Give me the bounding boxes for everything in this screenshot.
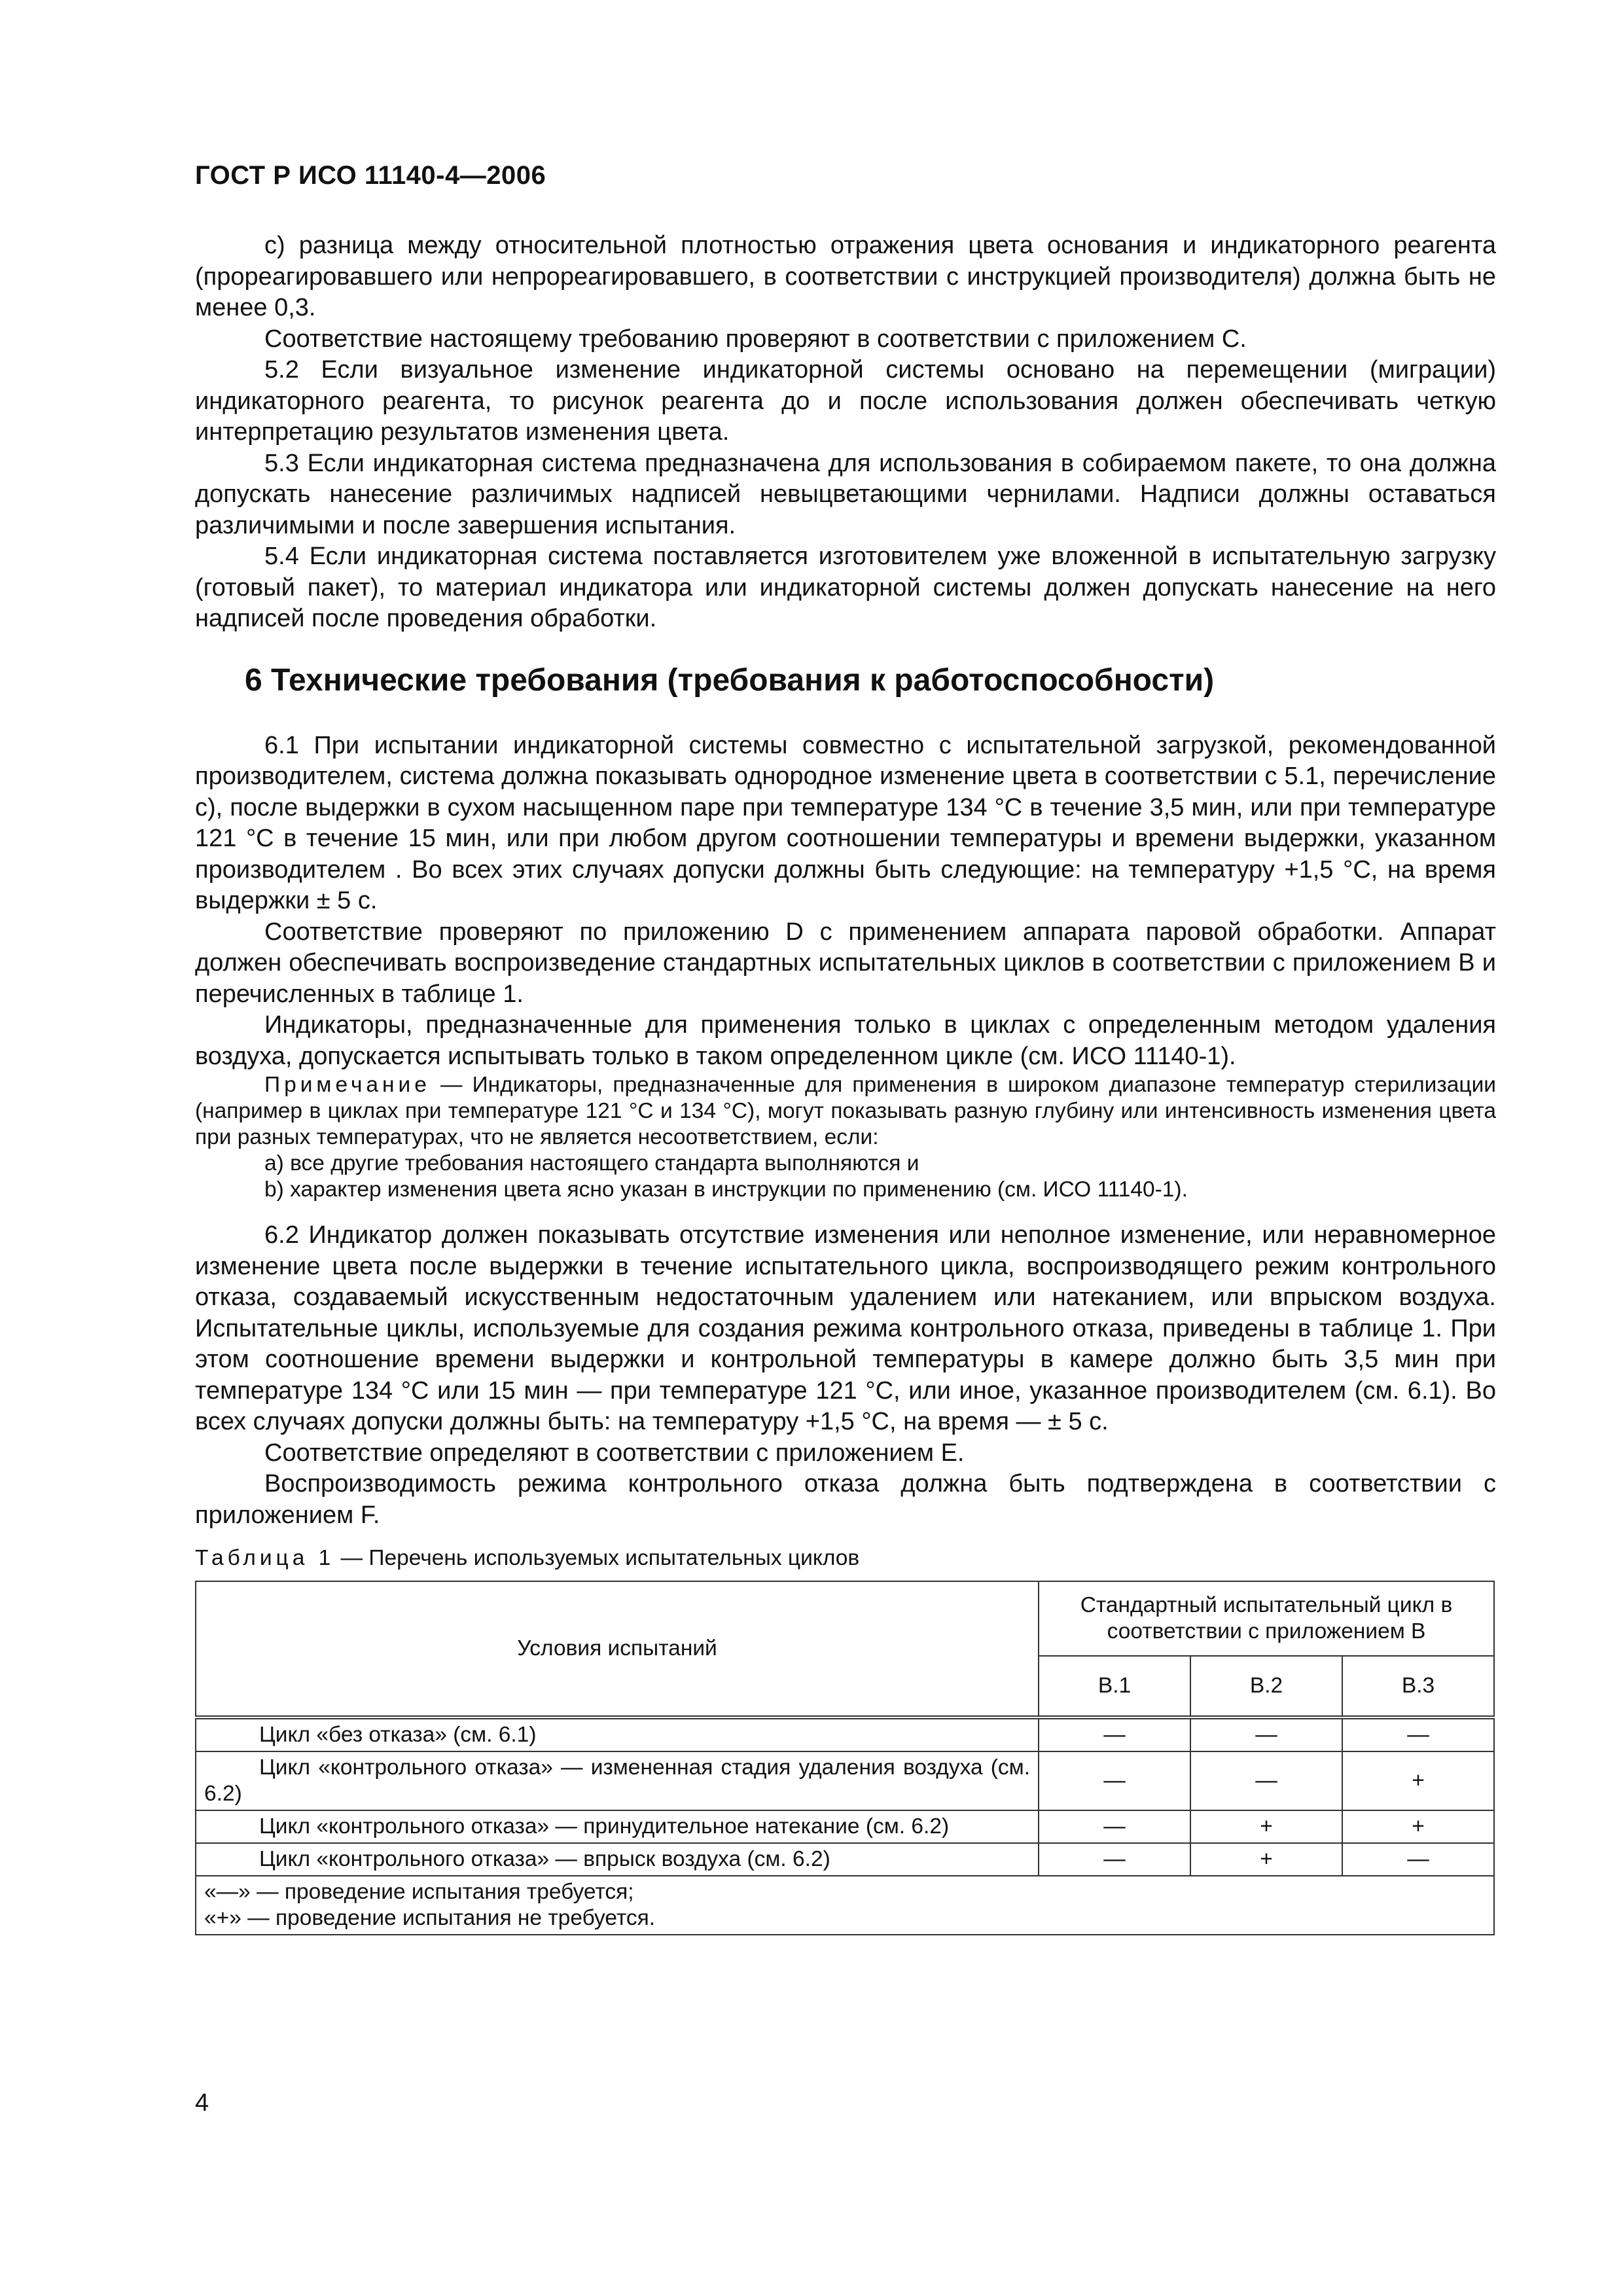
document-body — [195, 230, 1496, 1935]
paragraph-compliance-c: Соответствие настоящему требованию проверяют в соответствии с приложением С. — [264, 325, 1247, 353]
paragraph-6-2: 6.2 Индикатор должен показывать отсутствие изменения или неполное изменение, или неравномерное изменение цвета после выдержки в течение испытательного цикла, воспроизводящего режим контрольного отказа, создаваемый искусственным недостаточным удалением или натеканием, или впрыском воздуха. Испытательные циклы, используемые для создания режима контрольного отказа, приведены в таблице 1. При этом соотношение времени выдержки и контрольной температуры в камере должно быть 3,5 мин при температуре 134 °С или 15 мин — при температуре 121 °С, или иное, указанное производителем (см. 6.1). Во всех случаях допуски должны быть: на температуру +1,5 °С, на время — ± 5 с. — [195, 1221, 1496, 1435]
paragraph-indicators: Индикаторы, предназначенные для применения только в циклах с определенным методом удаления воздуха, допускается испытывать только в таком определенном цикле (см. ИСО 11140-1). — [195, 1011, 1496, 1070]
note-text: — Индикаторы, предназначенные для применения в широком диапазоне температур стерилизации (например в циклах при температуре 121 °С и 134 °С), могут показывать разную глубину или интенсивность изменения цвета при разных температурах, что не является несоответствием, если: — [195, 1073, 1496, 1149]
paragraph-5-3: 5.3 Если индикаторная система предназначена для использования в собираемом пакете, то она должна допускать нанесение различимых надписей невыцветающими чернилами. Надписи должны оставаться различимыми и после завершения испытания. — [195, 449, 1496, 539]
legend-line-plus: «+» — проведение испытания не требуется. — [204, 1906, 656, 1930]
paragraph-reproducibility: Воспроизводимость режима контрольного отказа должна быть подтверждена в соответствии с приложением F. — [195, 1470, 1496, 1529]
row-label: Цикл «контрольного отказа» — измененная стадия удаления воздуха (см. 6.2) — [196, 1751, 1039, 1810]
col-header-b2: В.2 — [1190, 1656, 1342, 1717]
cell-mark: — — [1039, 1751, 1190, 1810]
col-header-b3: В.3 — [1342, 1656, 1494, 1717]
cell-mark: + — [1342, 1751, 1494, 1810]
table-row — [196, 1843, 1494, 1876]
row-label: Цикл «без отказа» (см. 6.1) — [196, 1717, 1039, 1751]
cell-mark: + — [1190, 1843, 1342, 1876]
document-header: ГОСТ Р ИСО 11140-4—2006 — [195, 161, 546, 190]
cell-mark: — — [1190, 1717, 1342, 1751]
paragraph-5-4: 5.4 Если индикаторная система поставляется изготовителем уже вложенной в испытательную загрузку (готовый пакет), то материал индикатора или индикаторной системы должен допускать нанесение на него надписей после проведения обработки. — [195, 543, 1496, 632]
table-row — [196, 1751, 1494, 1810]
cell-mark: — — [1039, 1717, 1190, 1751]
row-label: Цикл «контрольного отказа» — впрыск воздуха (см. 6.2) — [196, 1843, 1039, 1876]
section-title-6: 6 Технические требования (требования к работоспособности) — [245, 662, 1215, 698]
table-row — [196, 1810, 1494, 1843]
table-legend-row — [196, 1876, 1494, 1935]
note-item-a: a) все другие требования настоящего стандарта выполняются и — [264, 1151, 919, 1175]
table-caption-text: — Перечень используемых испытательных циклов — [334, 1546, 860, 1570]
test-cycles-table — [195, 1581, 1495, 1935]
cell-mark: + — [1190, 1810, 1342, 1843]
col-header-conditions: Условия испытаний — [196, 1581, 1039, 1717]
table-caption-label: Таблица 1 — [195, 1546, 335, 1570]
col-header-b1: В.1 — [1039, 1656, 1190, 1717]
col-header-standard-cycle: Стандартный испытательный цикл в соответствии с приложением В — [1039, 1581, 1494, 1656]
cell-mark: — — [1190, 1751, 1342, 1810]
note-label: Примечание — [264, 1073, 431, 1097]
table-caption — [195, 1545, 1496, 1571]
paragraph-6-1: 6.1 При испытании индикаторной системы совместно с испытательной загрузкой, рекомендованной производителем, система должна показывать однородное изменение цвета в соответствии с 5.1, перечисление с), после выдержки в сухом насыщенном паре при температуре 134 °С в течение 3,5 мин, или при температуре 121 °С в течение 15 мин, или при любом другом соотношении температуры и времени выдержки, указанном производителем . Во всех этих случаях допуски должны быть следующие: на температуру +1,5 °С, на время выдержки ± 5 с. — [195, 731, 1496, 914]
page-number: 4 — [195, 2089, 209, 2117]
legend-line-dash: «—» — проведение испытания требуется; — [204, 1880, 634, 1904]
paragraph-5-2: 5.2 Если визуальное изменение индикаторной системы основано на перемещении (миграции) индикаторного реагента, то рисунок реагента до и после использования должен обеспечивать четкую интерпретацию результатов изменения цвета. — [195, 356, 1496, 446]
paragraph-c: с) разница между относительной плотностью отражения цвета основания и индикаторного реагента (прореагировавшего или непрореагировавшего, в соответствии с инструкцией производителя) должна быть не менее 0,3. — [195, 232, 1496, 321]
note — [195, 1072, 1496, 1151]
cell-mark: — — [1342, 1843, 1494, 1876]
paragraph-compliance-d: Соответствие проверяют по приложению D с применением аппарата паровой обработки. Аппарат должен обеспечивать воспроизведение стандартных испытательных циклов в соответствии с приложением В и перечисленных в таблице 1. — [195, 918, 1496, 1008]
cell-mark: + — [1342, 1810, 1494, 1843]
cell-mark: — — [1342, 1717, 1494, 1751]
row-label: Цикл «контрольного отказа» — принудительное натекание (см. 6.2) — [196, 1810, 1039, 1843]
cell-mark: — — [1039, 1810, 1190, 1843]
cell-mark: — — [1039, 1843, 1190, 1876]
table-legend — [196, 1876, 1494, 1935]
note-item-b: b) характер изменения цвета ясно указан в инструкции по применению (см. ИСО 11140-1). — [264, 1177, 1188, 1202]
table-row — [196, 1717, 1494, 1751]
paragraph-compliance-e: Соответствие определяют в соответствии с приложением Е. — [264, 1439, 965, 1467]
